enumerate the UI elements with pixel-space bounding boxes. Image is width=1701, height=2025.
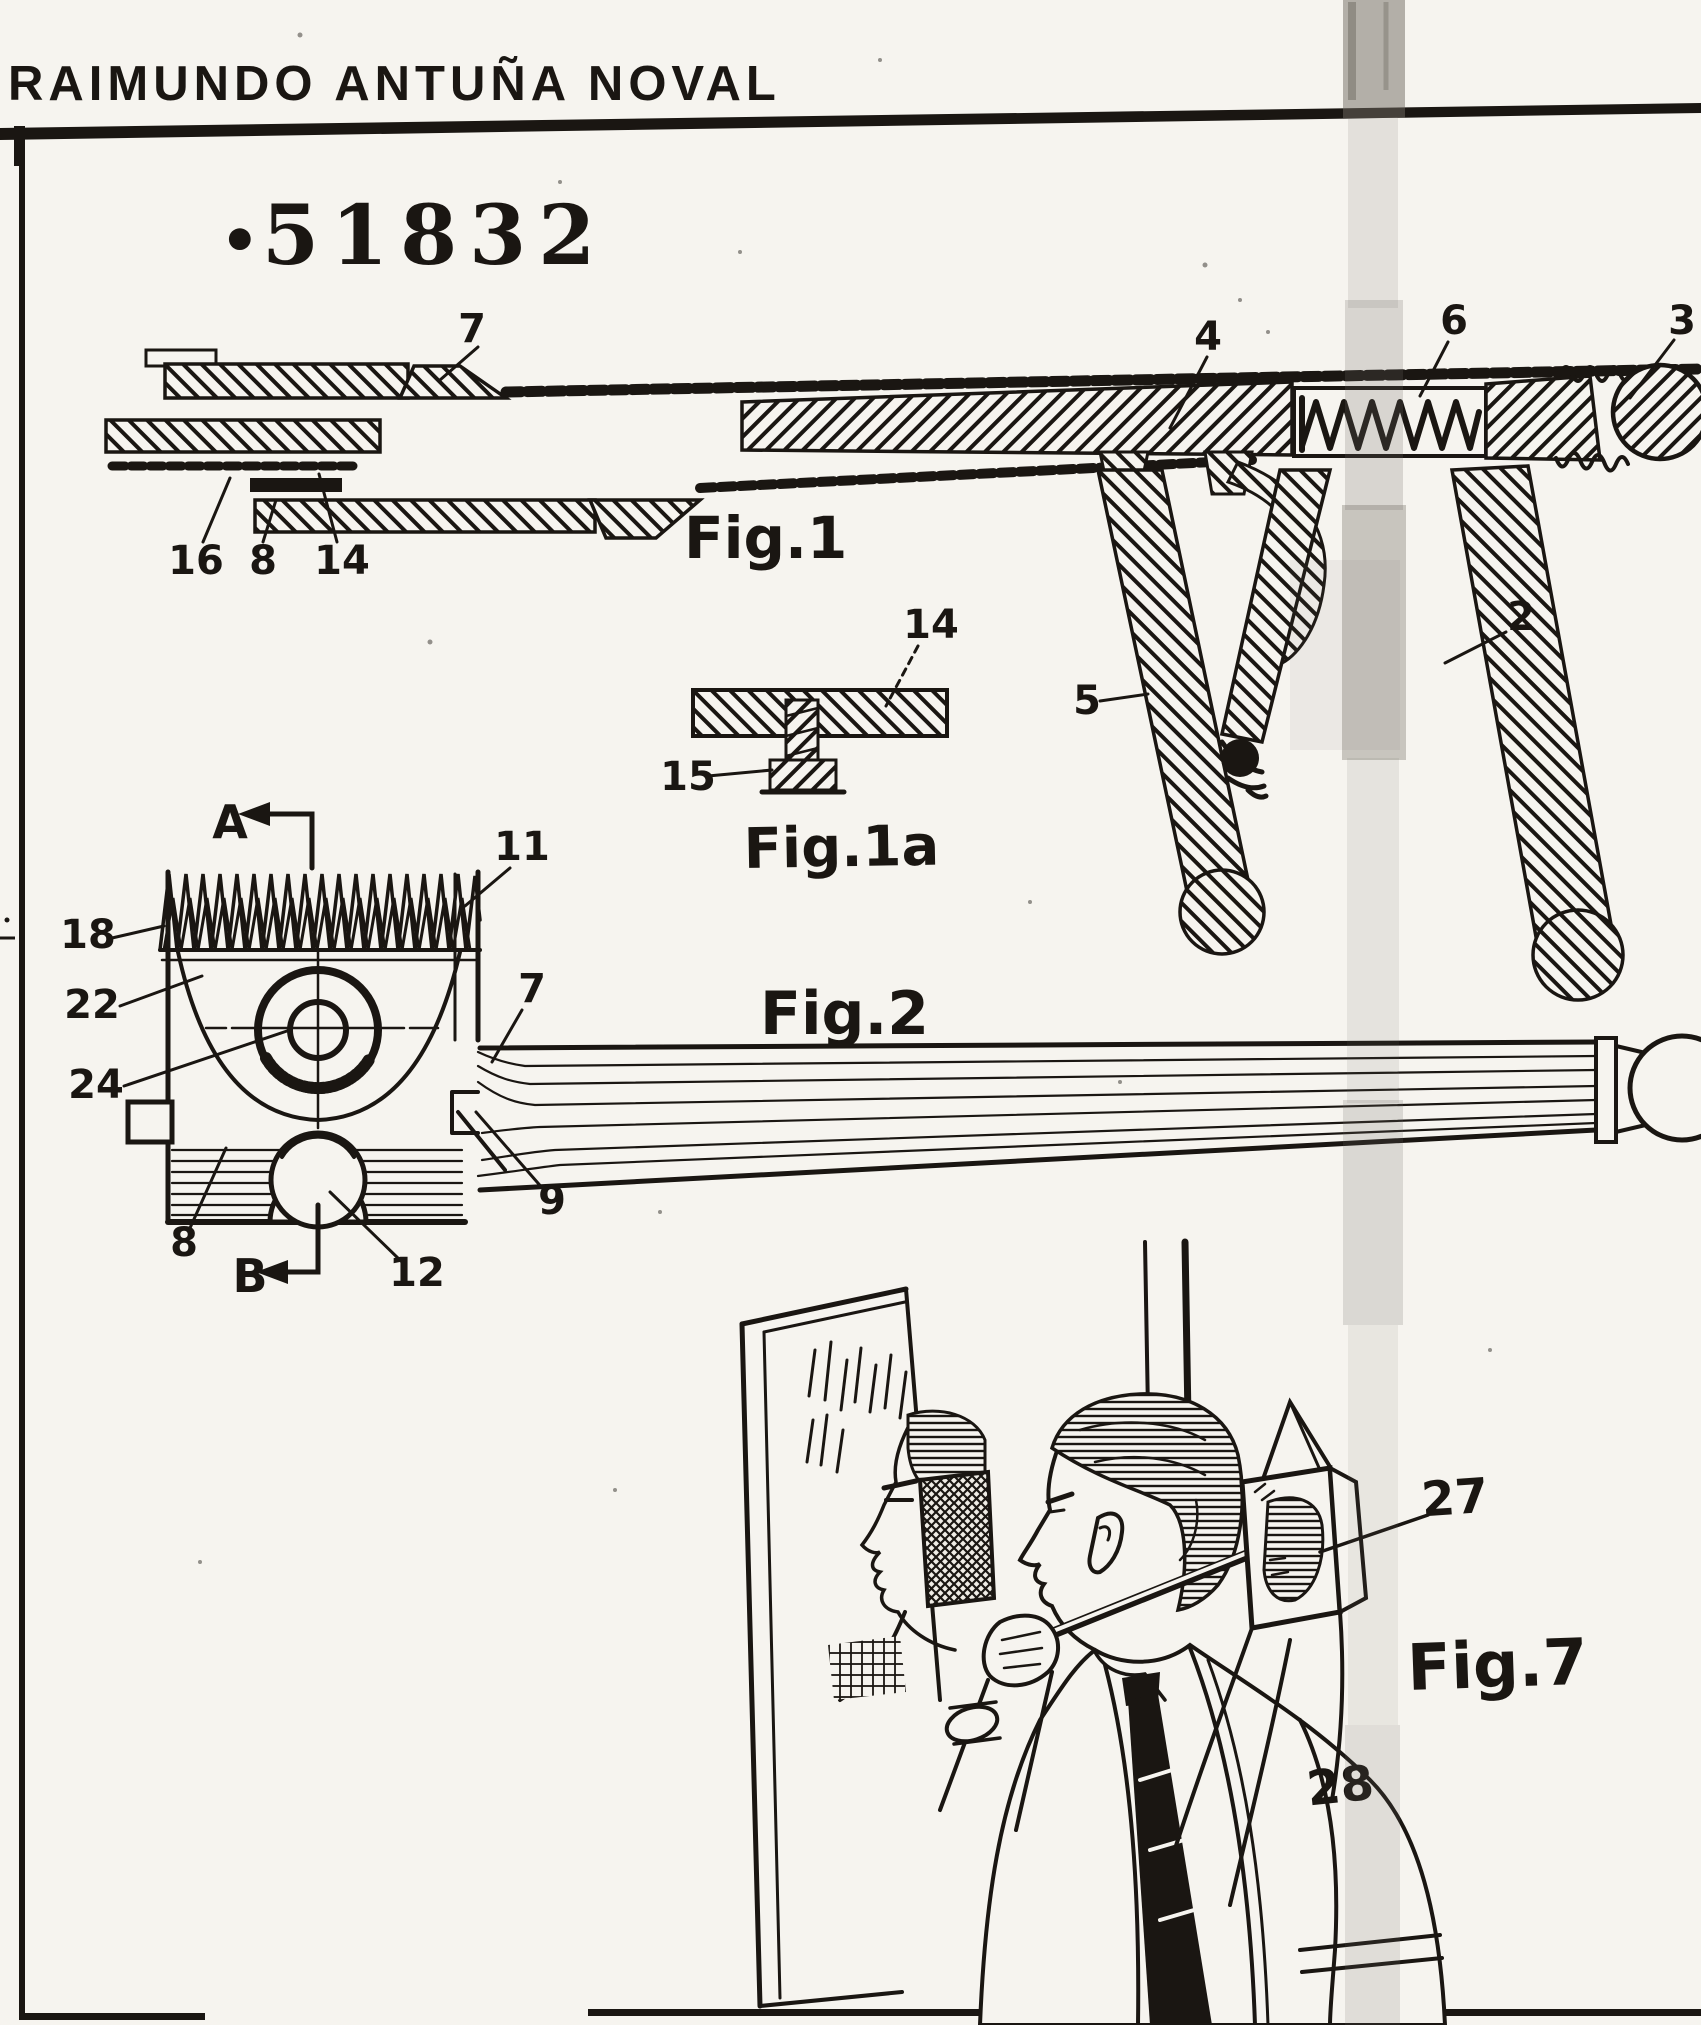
fig2-section-arrow-a [268, 814, 312, 868]
patent-number-group [220, 188, 607, 284]
fig1-caption: Fig.1 [684, 504, 848, 572]
fig7-doorframe-line1 [1145, 1242, 1148, 1412]
fig1-ref-2: 2 [1507, 594, 1535, 640]
fig1-top-bulge [400, 366, 506, 398]
fig7-mirror-shading [807, 1342, 906, 1472]
fig1-left-arm-bulb [1180, 870, 1264, 954]
fig1-end-knob [1613, 365, 1701, 459]
fig2-ref-7: 7 [518, 966, 546, 1012]
fig1-barrel-body [742, 382, 1292, 455]
fig2-caption: Fig.2 [760, 979, 930, 1049]
fig1-ref-8: 8 [249, 538, 277, 584]
left-border-line [19, 130, 25, 2020]
fig2-step-notch [452, 1092, 478, 1133]
fig2-ref-8: 8 [170, 1220, 198, 1266]
fig1-bottom-sleeve [255, 500, 595, 532]
fig2-section-a: A [212, 795, 248, 849]
fig7-drawing [742, 1242, 1445, 2025]
fig1-core-bar [106, 420, 380, 452]
fig7-mirror-left-edge [742, 1324, 760, 2006]
fig7-eye [1050, 1510, 1064, 1512]
fig1a-foot-block [770, 760, 836, 790]
fig2-tube-top [480, 1042, 1596, 1048]
fig1a-drawing [693, 646, 947, 792]
fig1-ref-14: 14 [314, 538, 370, 584]
patent-number-bullet: • [220, 204, 272, 277]
fig2-ref-12: 12 [389, 1250, 445, 1296]
fig7-caption: Fig.7 [1405, 1625, 1589, 1706]
fig1-ref-16: 16 [168, 538, 224, 584]
fig1-handle-root [1486, 376, 1600, 460]
fig1-right-handle-bulb [1533, 910, 1623, 1000]
fig7-ref-27: 27 [1419, 1467, 1491, 1529]
fig1-short-bar [250, 478, 342, 492]
fig1-ref-3: 3 [1668, 298, 1696, 344]
bottom-left-foot [19, 2013, 205, 2020]
fig1-ref-4: 4 [1194, 314, 1222, 360]
fig2-ref-24: 24 [68, 1062, 124, 1108]
fig7-reflected-hand-mirror [920, 1472, 994, 1606]
fig7-mirror-inner-edge [764, 1332, 780, 1998]
fig7-ref-28: 28 [1304, 1754, 1377, 1818]
fig1-top-sleeve [165, 364, 408, 398]
fig7-doorframe-line2 [1185, 1242, 1188, 1418]
fig1-ref-5: 5 [1073, 678, 1101, 724]
fig1a-ref-14: 14 [903, 602, 959, 648]
fig2-section-b: B [232, 1249, 268, 1303]
fig7-forearm-outer [940, 1680, 988, 1810]
fig1-ref-6: 6 [1440, 298, 1468, 344]
fig2-notch-diagonal [458, 1112, 505, 1170]
margin-dot [5, 918, 10, 923]
fig2-collar [1596, 1038, 1616, 1142]
fig2-left-lug [128, 1102, 172, 1142]
fig1-right-handle [1452, 466, 1612, 948]
fig2-ref-18: 18 [60, 912, 116, 958]
fig7-reflection-collar-grid [828, 1636, 906, 1700]
fig1a-leader-15 [708, 770, 772, 776]
fig7-reflection-eyebrow [884, 1481, 916, 1488]
inventor-name: RAIMUNDO ANTUÑA NOVAL [8, 57, 781, 111]
fig1a-ref-15: 15 [660, 754, 716, 800]
fig2-ref-22: 22 [64, 982, 120, 1028]
fig2-tube-bottom [480, 1130, 1596, 1190]
fig1a-caption: Fig.1a [743, 813, 940, 882]
fig1a-bar [693, 690, 947, 736]
patent-number: 51832 [262, 188, 608, 284]
fig2-ref-9: 9 [538, 1178, 566, 1224]
fig1-left-arm [1098, 470, 1248, 896]
scan-fold-band [1290, 0, 1406, 2025]
fig1-bottom-rail [700, 460, 1252, 488]
fig2-ref-11: 11 [494, 824, 550, 870]
fig2-tube-lines [478, 1052, 1596, 1176]
fig1-ref-7: 7 [458, 306, 486, 352]
